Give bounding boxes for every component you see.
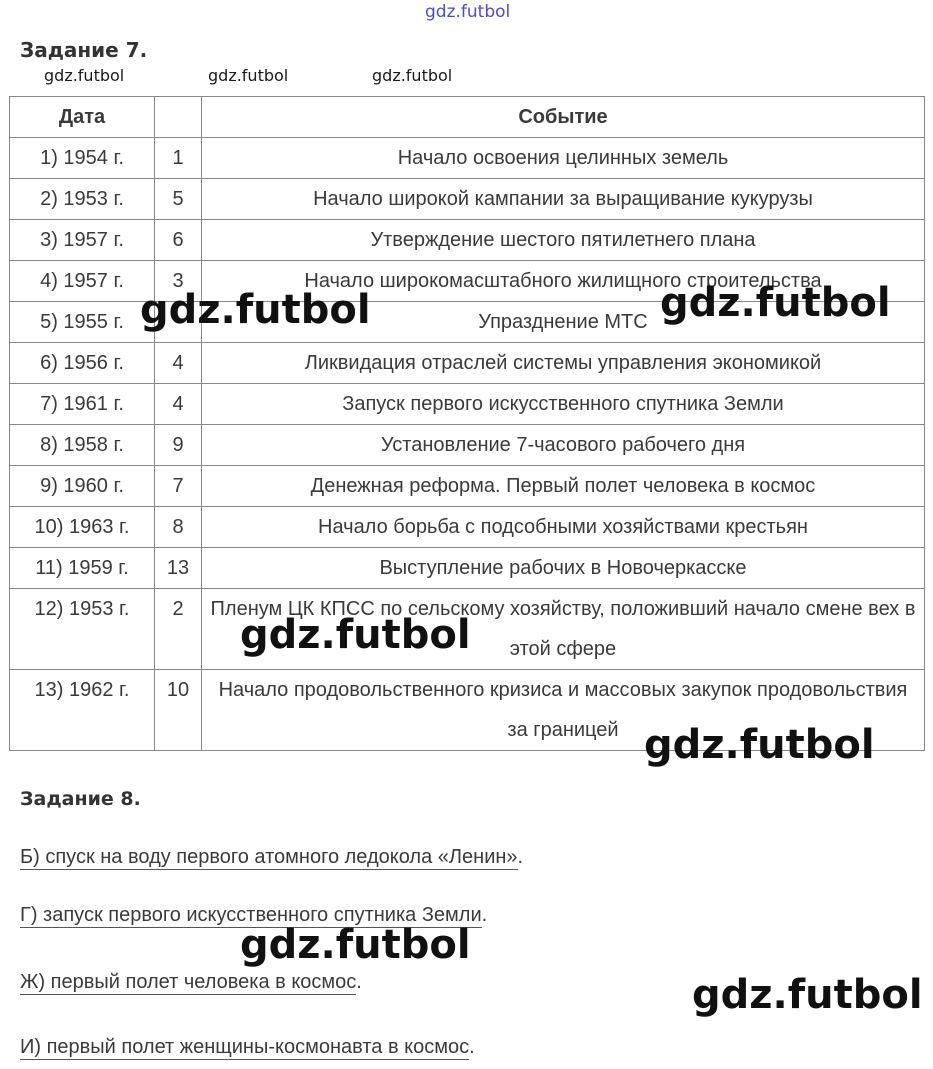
answer-text: Г) запуск первого искусственного спутника Земли [20, 904, 482, 926]
answer-text: Ж) первый полет человека в космос [20, 971, 357, 993]
table-header-row [10, 97, 925, 138]
answer-text: И) первый полет женщины-космонавта в космос [20, 1036, 470, 1058]
row-event: Пленум ЦК КПСС по сельскому хозяйству, положивший начало смене вех в этой сфере [202, 589, 925, 670]
task7-title: Задание 7. [20, 38, 148, 62]
row-date: 9) 1960 г. [10, 466, 155, 507]
row-event: Запуск первого искусственного спутника Земли [202, 384, 925, 425]
row-number: 10 [155, 670, 202, 751]
table-row [10, 466, 925, 507]
row-event: Упразднение МТС [202, 302, 925, 343]
row-date: 5) 1955 г. [10, 302, 155, 343]
watermark-large: gdz.futbol [660, 280, 891, 326]
row-number: 2 [155, 589, 202, 670]
watermark-large: gdz.futbol [140, 287, 371, 333]
answer-period: . [469, 1036, 475, 1058]
header-date: Дата [10, 97, 155, 138]
row-number: 3 [155, 261, 202, 302]
row-event: Утверждение шестого пятилетнего плана [202, 220, 925, 261]
row-date: 13) 1962 г. [10, 670, 155, 751]
row-event: Денежная реформа. Первый полет человека в космос [202, 466, 925, 507]
watermark-large: gdz.futbol [644, 722, 875, 768]
answer-period: . [356, 971, 362, 993]
row-number: 4 [155, 343, 202, 384]
row-number: 7 [155, 466, 202, 507]
row-number: 6 [155, 220, 202, 261]
watermark-small: gdz.futbol [208, 66, 289, 85]
table-row [10, 548, 925, 589]
row-event: Начало широкомасштабного жилищного строительства [202, 261, 925, 302]
table-row [10, 384, 925, 425]
row-number: 9 [155, 425, 202, 466]
row-event: Выступление рабочих в Новочеркасске [202, 548, 925, 589]
table-row [10, 220, 925, 261]
row-event: Ликвидация отраслей системы управления экономикой [202, 343, 925, 384]
answer-item [20, 845, 523, 869]
answer-item [20, 970, 362, 994]
answer-period: . [481, 904, 488, 926]
table-row [10, 507, 925, 548]
row-date: 1) 1954 г. [10, 138, 155, 179]
row-event: Начало широкой кампании за выращивание кукурузы [202, 179, 925, 220]
header-event: Событие [202, 97, 925, 138]
row-event: Начало борьба с подсобными хозяйствами крестьян [202, 507, 925, 548]
row-date: 10) 1963 г. [10, 507, 155, 548]
watermark-small: gdz.futbol [372, 66, 453, 85]
row-number: 4 [155, 384, 202, 425]
row-number: 1 [155, 138, 202, 179]
row-number: 5 [155, 179, 202, 220]
watermark-large: gdz.futbol [240, 612, 471, 658]
row-date: 8) 1958 г. [10, 425, 155, 466]
watermark-top: gdz.futbol [425, 2, 511, 22]
row-date: 11) 1959 г. [10, 548, 155, 589]
header-number [155, 97, 202, 138]
answer-period: . [517, 846, 524, 868]
row-date: 12) 1953 г. [10, 589, 155, 670]
table-row [10, 179, 925, 220]
row-event: Установление 7-часового рабочего дня [202, 425, 925, 466]
table-row [10, 425, 925, 466]
row-date: 7) 1961 г. [10, 384, 155, 425]
row-event: Начало освоения целинных земель [202, 138, 925, 179]
table-row [10, 343, 925, 384]
watermark-large: gdz.futbol [240, 922, 471, 968]
row-date: 3) 1957 г. [10, 220, 155, 261]
row-number: 13 [155, 548, 202, 589]
row-date: 6) 1956 г. [10, 343, 155, 384]
answer-text: Б) спуск на воду первого атомного ледокола «Ленин» [20, 846, 518, 868]
row-date: 2) 1953 г. [10, 179, 155, 220]
row-date: 4) 1957 г. [10, 261, 155, 302]
row-number: 8 [155, 507, 202, 548]
row-event: Начало продовольственного кризиса и массовых закупок продовольствия за границей [202, 670, 925, 751]
watermark-small: gdz.futbol [44, 66, 125, 85]
watermark-large: gdz.futbol [692, 972, 923, 1018]
task8-title: Задание 8. [20, 788, 141, 810]
table-row [10, 138, 925, 179]
answer-item [20, 1035, 475, 1059]
